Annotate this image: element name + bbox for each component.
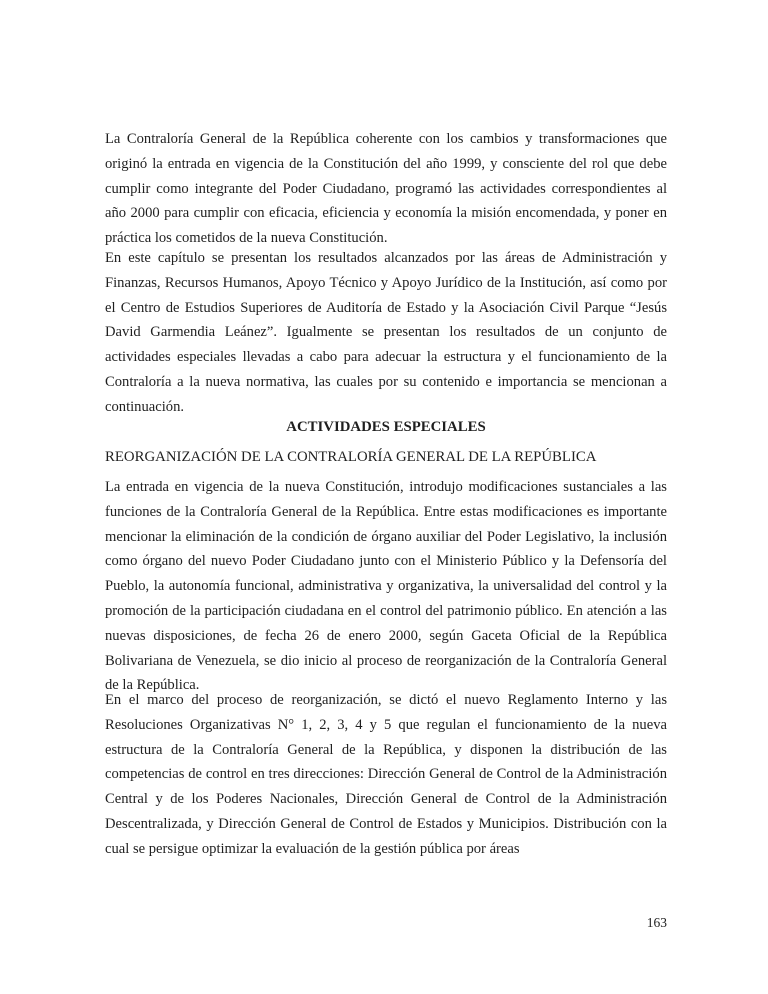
section-heading: ACTIVIDADES ESPECIALES (286, 419, 486, 435)
page-number: 163 (646, 915, 667, 930)
section-subheading: REORGANIZACIÓN DE LA CONTRALORÍA GENERAL DE LA REPÚBLICA (105, 449, 597, 465)
paragraph-chapter-overview: En este capítulo se presentan los resultados alcanzados por las áreas de Administración y Finanzas, Recursos Humanos, Apoyo Técnico y Apoyo Jurídico de la Institución, así como por el Centro de Estudios Superiores de Auditoría de Estado y la Asociación Civil Parque “Jesús David Garmendia Leánez”. Igualmente se presentan los resultados de un conjunto de actividades especiales llevadas a cabo para adecuar la estructura y el funcionamiento de la Contraloría a la nueva normativa, las cuales por su contenido e importancia se mencionan a continuación. (105, 250, 667, 415)
paragraph-intro: La Contraloría General de la República coherente con los cambios y transformaciones que originó la entrada en vigencia de la Constitución del año 1999, y consciente del rol que debe cumplir como integrante del Poder Ciudadano, programó las actividades correspondientes al año 2000 para cumplir con eficacia, eficiencia y economía la misión encomendada, y poner en práctica los cometidos de la nueva Constitución. (105, 131, 667, 247)
paragraph-reorganization-process: En el marco del proceso de reorganización, se dictó el nuevo Reglamento Interno y las Resoluciones Organizativas N° 1, 2, 3, 4 y 5 que regulan el funcionamiento de la nueva estructura de la Contraloría General de la República, y disponen la distribución de las competencias de control en tres direcciones: Dirección General de Control de la Administración Central y de los Poderes Nacionales, Dirección General de Control de la Administración Descentralizada, y Dirección General de Control de Estados y Municipios. Distribución con la cual se persigue optimizar la evaluación de la gestión pública por áreas (105, 692, 667, 857)
paragraph-constitution-changes: La entrada en vigencia de la nueva Constitución, introdujo modificaciones sustanciales a las funciones de la Contraloría General de la República. Entre estas modificaciones es importante mencionar la eliminación de la condición de órgano auxiliar del Poder Legislativo, la inclusión como órgano del nuevo Poder Ciudadano junto con el Ministerio Público y la Defensoría del Pueblo, la autonomía funcional, administrativa y organizativa, la universalidad del control y la promoción de la participación ciudadana en el control del patrimonio público. En atención a las nuevas disposiciones, de fecha 26 de enero 2000, según Gaceta Oficial de la República Bolivariana de Venezuela, se dio inicio al proceso de reorganización de la Contraloría General de la República. (105, 479, 667, 694)
